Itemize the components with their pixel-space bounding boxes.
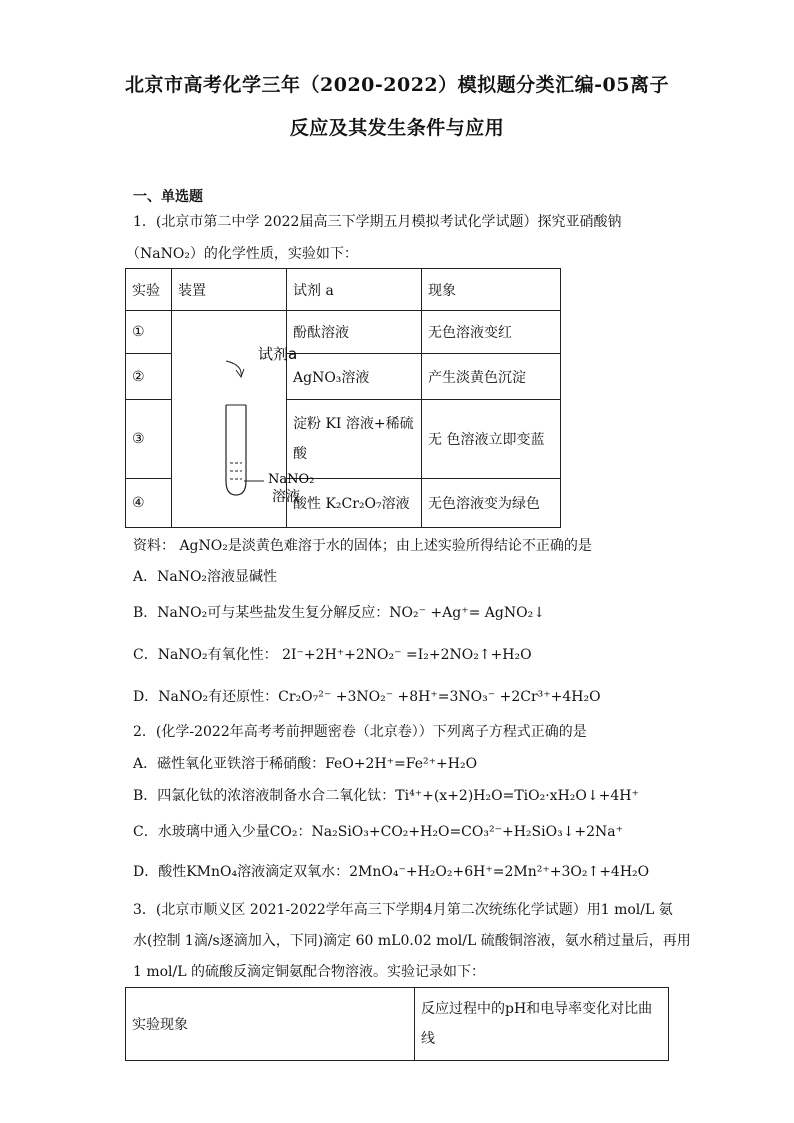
- q3-line-2: 水(控制 1滴/s逐滴加入，下同)滴定 60 mL0.02 mol/L 硫酸铜溶液，氨水稍过量后，再用: [133, 933, 691, 949]
- q3-col-curve-line-2: 线: [421, 1031, 435, 1047]
- page-title-line-1: 北京市高考化学三年（2020-2022）模拟题分类汇编-05离子: [125, 74, 669, 96]
- reagent-cell: AgNO₃溶液: [287, 353, 422, 399]
- reagent-label: 试剂a: [258, 345, 298, 363]
- apparatus-cell: [172, 311, 315, 528]
- q3-line-3: 1 mol/L 的硫酸反滴定铜氨配合物溶液。实验记录如下：: [133, 964, 486, 980]
- q1-note: 资料： AgNO₂是淡黄色难溶于水的固体；由上述实验所得结论不正确的是: [133, 538, 592, 554]
- phenomenon-cell: 无色溶液变为绿色: [422, 478, 561, 527]
- row-number: ④: [126, 478, 172, 527]
- solution-label-text: 溶液: [272, 489, 300, 505]
- table-row: [126, 311, 561, 354]
- row-number: ③: [126, 400, 172, 479]
- reagent-cell: 酚酞溶液: [287, 311, 422, 354]
- q1-option-d: D．NaNO₂有还原性：Cr₂O₇²⁻ +3NO₂⁻ +8H⁺=3NO₃⁻ +2Cr³⁺+4H₂O: [133, 689, 601, 705]
- table-header-row: [126, 269, 561, 311]
- phenomenon-cell: 无色溶液变红: [422, 311, 561, 354]
- q3-record-table: [125, 987, 669, 1061]
- q2-option-a: A．磁性氧化亚铁溶于稀硝酸：FeO+2H⁺=Fe²⁺+H₂O: [133, 756, 478, 772]
- solution-label-formula: NaNO₂: [268, 472, 315, 487]
- row-number: ①: [126, 311, 172, 354]
- reagent-cell: 酸性 K₂Cr₂O₇溶液: [287, 478, 422, 527]
- q1-option-c: C．NaNO₂有氧化性： 2I⁻+2H⁺+2NO₂⁻ =I₂+2NO₂↑+H₂O: [133, 647, 532, 663]
- test-tube-diagram: [172, 311, 315, 527]
- q1-option-b: B．NaNO₂可与某些盐发生复分解反应：NO₂⁻ +Ag⁺= AgNO₂↓: [133, 605, 545, 621]
- test-tube: [226, 405, 246, 495]
- q2-option-c: C．水玻璃中通入少量CO₂：Na₂SiO₃+CO₂+H₂O=CO₃²⁻+H₂SiO₃↓+2Na⁺: [133, 824, 624, 840]
- q1-intro-line-1: 1．(北京市第二中学 2022届高三下学期五月模拟考试化学试题）探究亚硝酸钠: [133, 214, 622, 230]
- section-heading: 一、单选题: [133, 189, 203, 205]
- phenomenon-cell: 无 色溶液立即变蓝: [422, 400, 561, 479]
- reagent-cell: 淀粉 KI 溶液+稀硫酸: [287, 400, 422, 479]
- phenomenon-cell: 产生淡黄色沉淀: [422, 353, 561, 399]
- q2-option-b: B．四氯化钛的浓溶液制备水合二氧化钛：Ti⁴⁺+(x+2)H₂O=TiO₂·xH₂O↓+4H⁺: [133, 788, 639, 804]
- header-cell: 实验: [126, 269, 172, 311]
- q2-stem: 2．(化学-2022年高考考前押题密卷（北京卷））下列离子方程式正确的是: [133, 724, 587, 740]
- header-cell: 现象: [422, 269, 561, 311]
- q1-option-a: A．NaNO₂溶液显碱性: [133, 569, 278, 585]
- q3-col-curve-line-1: 反应过程中的pH和电导率变化对比曲: [421, 1001, 653, 1017]
- header-cell: 装置: [172, 269, 287, 311]
- q3-line-1: 3．(北京市顺义区 2021-2022学年高三下学期4月第二次统练化学试题）用1 mol/L 氨: [133, 902, 673, 918]
- q3-col-phenomenon: 实验现象: [126, 988, 415, 1061]
- q1-intro-line-2: （NaNO₂）的化学性质，实验如下：: [126, 246, 358, 262]
- q3-col-curve: [415, 988, 669, 1061]
- table-row: [126, 988, 669, 1061]
- q2-option-d: D．酸性KMnO₄溶液滴定双氧水：2MnO₄⁻+H₂O₂+6H⁺=2Mn²⁺+3O₂↑+4H₂O: [133, 864, 650, 880]
- page-title-line-2: 反应及其发生条件与应用: [289, 117, 505, 139]
- row-number: ②: [126, 353, 172, 399]
- header-cell: 试剂 a: [287, 269, 422, 311]
- q1-experiment-table: [125, 268, 561, 528]
